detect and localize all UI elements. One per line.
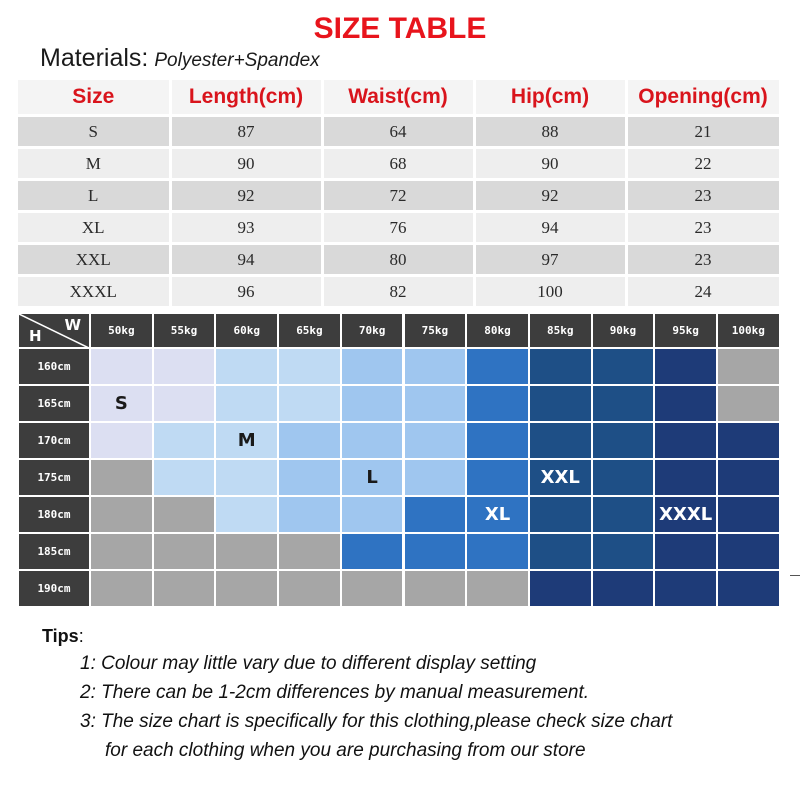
cell-hip: 94 xyxy=(474,212,626,244)
size-cell xyxy=(278,348,341,385)
size-cell xyxy=(404,533,467,570)
weight-header: 65kg xyxy=(278,313,341,348)
weight-header: 70kg xyxy=(341,313,404,348)
corner-weight-letter: W xyxy=(64,316,81,334)
size-cell xyxy=(654,422,717,459)
cell-size: XL xyxy=(18,212,170,244)
size-cell xyxy=(90,348,153,385)
size-region-label: XXXL xyxy=(659,504,713,525)
cell-opening: 21 xyxy=(626,116,780,148)
size-cell xyxy=(153,496,216,533)
cell-size: XXL xyxy=(18,244,170,276)
size-cell xyxy=(717,422,780,459)
table-row xyxy=(18,180,780,212)
size-cell xyxy=(654,385,717,422)
size-cell xyxy=(529,533,592,570)
cell-hip: 90 xyxy=(474,148,626,180)
size-cell xyxy=(278,385,341,422)
size-cell xyxy=(529,570,592,607)
cell-waist: 80 xyxy=(322,244,474,276)
size-cell xyxy=(215,459,278,496)
weight-header: 95kg xyxy=(654,313,717,348)
cell-size: S xyxy=(18,116,170,148)
size-cell xyxy=(654,570,717,607)
cell-length: 87 xyxy=(170,116,322,148)
header-opening: Opening(cm) xyxy=(626,80,780,116)
size-cell xyxy=(717,348,780,385)
cell-length: 92 xyxy=(170,180,322,212)
weight-header: 80kg xyxy=(466,313,529,348)
cell-opening: 23 xyxy=(626,212,780,244)
size-cell xyxy=(466,348,529,385)
weight-header: 90kg xyxy=(592,313,655,348)
height-header: 180cm xyxy=(18,496,90,533)
height-header: 170cm xyxy=(18,422,90,459)
size-region-label: L xyxy=(366,467,378,488)
weight-header: 75kg xyxy=(404,313,467,348)
size-cell xyxy=(717,570,780,607)
cell-length: 93 xyxy=(170,212,322,244)
size-cell xyxy=(90,459,153,496)
table-row xyxy=(18,148,780,180)
grid-corner xyxy=(18,313,90,348)
cell-hip: 100 xyxy=(474,276,626,307)
header-hip: Hip(cm) xyxy=(474,80,626,116)
weight-header: 100kg xyxy=(717,313,780,348)
table-row xyxy=(18,244,780,276)
corner-height-letter: H xyxy=(29,327,42,345)
size-cell xyxy=(90,570,153,607)
size-cell xyxy=(592,533,655,570)
cell-length: 94 xyxy=(170,244,322,276)
size-cell xyxy=(404,385,467,422)
size-cell xyxy=(215,496,278,533)
size-cell xyxy=(278,533,341,570)
cell-opening: 23 xyxy=(626,244,780,276)
height-header: 190cm xyxy=(18,570,90,607)
size-cell xyxy=(654,533,717,570)
size-table xyxy=(18,80,782,306)
size-region-label: M xyxy=(237,430,256,451)
size-cell xyxy=(529,348,592,385)
cell-hip: 88 xyxy=(474,116,626,148)
size-cell xyxy=(592,459,655,496)
size-cell xyxy=(466,422,529,459)
height-header: 160cm xyxy=(18,348,90,385)
size-cell xyxy=(404,348,467,385)
materials-value: Polyester+Spandex xyxy=(154,50,320,71)
size-cell xyxy=(717,385,780,422)
weight-header: 60kg xyxy=(215,313,278,348)
tip-item: 3: The size chart is specifically for this clothing,please check size chart xyxy=(80,711,673,732)
tip-item-continuation: for each clothing when you are purchasing from our store xyxy=(105,740,586,761)
size-table-header-row xyxy=(18,80,780,116)
cell-waist: 82 xyxy=(322,276,474,307)
size-cell xyxy=(466,459,529,496)
table-row xyxy=(18,116,780,148)
size-cell xyxy=(215,385,278,422)
height-header: 175cm xyxy=(18,459,90,496)
size-cell xyxy=(278,496,341,533)
size-cell xyxy=(341,570,404,607)
size-cell xyxy=(592,422,655,459)
tips-colon: : xyxy=(78,626,84,646)
height-header: 165cm xyxy=(18,385,90,422)
size-cell xyxy=(529,496,592,533)
header-length: Length(cm) xyxy=(170,80,322,116)
size-region-label: XL xyxy=(484,504,511,525)
cell-opening: 23 xyxy=(626,180,780,212)
size-cell xyxy=(466,533,529,570)
size-cell xyxy=(592,570,655,607)
size-cell xyxy=(153,533,216,570)
size-cell xyxy=(717,533,780,570)
materials-label: Materials: xyxy=(40,44,149,72)
size-cell xyxy=(654,348,717,385)
size-region-label: XXL xyxy=(540,467,580,488)
height-header: 185cm xyxy=(18,533,90,570)
cell-size: L xyxy=(18,180,170,212)
page-title: SIZE TABLE xyxy=(313,12,487,45)
size-cell xyxy=(592,496,655,533)
table-row xyxy=(18,212,780,244)
cell-waist: 68 xyxy=(322,148,474,180)
materials-line xyxy=(40,44,320,73)
size-cell xyxy=(529,385,592,422)
size-cell xyxy=(153,459,216,496)
cell-waist: 64 xyxy=(322,116,474,148)
size-cell xyxy=(529,422,592,459)
size-cell xyxy=(341,496,404,533)
size-cell xyxy=(90,496,153,533)
tips-label: Tips xyxy=(42,626,79,646)
size-region-label: S xyxy=(114,393,128,414)
size-cell xyxy=(278,570,341,607)
size-cell xyxy=(717,496,780,533)
edge-mark xyxy=(790,575,800,576)
tip-item: 2: There can be 1-2cm differences by manual measurement. xyxy=(80,682,590,703)
size-cell xyxy=(466,385,529,422)
weight-header: 85kg xyxy=(529,313,592,348)
cell-size: M xyxy=(18,148,170,180)
cell-opening: 24 xyxy=(626,276,780,307)
size-cell xyxy=(592,348,655,385)
cell-waist: 76 xyxy=(322,212,474,244)
size-cell xyxy=(654,459,717,496)
cell-hip: 97 xyxy=(474,244,626,276)
cell-opening: 22 xyxy=(626,148,780,180)
size-cell xyxy=(341,385,404,422)
size-cell xyxy=(341,348,404,385)
size-cell xyxy=(153,348,216,385)
size-cell xyxy=(153,422,216,459)
size-cell xyxy=(90,533,153,570)
size-cell xyxy=(278,459,341,496)
size-cell xyxy=(215,533,278,570)
size-cell xyxy=(592,385,655,422)
cell-size: XXXL xyxy=(18,276,170,307)
size-cell xyxy=(404,570,467,607)
cell-length: 96 xyxy=(170,276,322,307)
tip-item: 1: Colour may little vary due to different display setting xyxy=(80,653,537,674)
header-size: Size xyxy=(18,80,170,116)
table-row xyxy=(18,276,780,307)
size-cell xyxy=(215,570,278,607)
size-cell xyxy=(717,459,780,496)
size-cell xyxy=(215,348,278,385)
cell-hip: 92 xyxy=(474,180,626,212)
header-waist: Waist(cm) xyxy=(322,80,474,116)
size-cell xyxy=(466,570,529,607)
cell-waist: 72 xyxy=(322,180,474,212)
size-cell xyxy=(404,496,467,533)
size-cell xyxy=(90,422,153,459)
size-cell xyxy=(404,459,467,496)
size-cell xyxy=(341,422,404,459)
size-cell xyxy=(341,533,404,570)
weight-header: 50kg xyxy=(90,313,153,348)
size-cell xyxy=(278,422,341,459)
cell-length: 90 xyxy=(170,148,322,180)
size-grid xyxy=(18,313,780,607)
tips-heading xyxy=(42,626,84,647)
size-cell xyxy=(153,385,216,422)
size-cell xyxy=(404,422,467,459)
size-cell xyxy=(153,570,216,607)
weight-header: 55kg xyxy=(153,313,216,348)
